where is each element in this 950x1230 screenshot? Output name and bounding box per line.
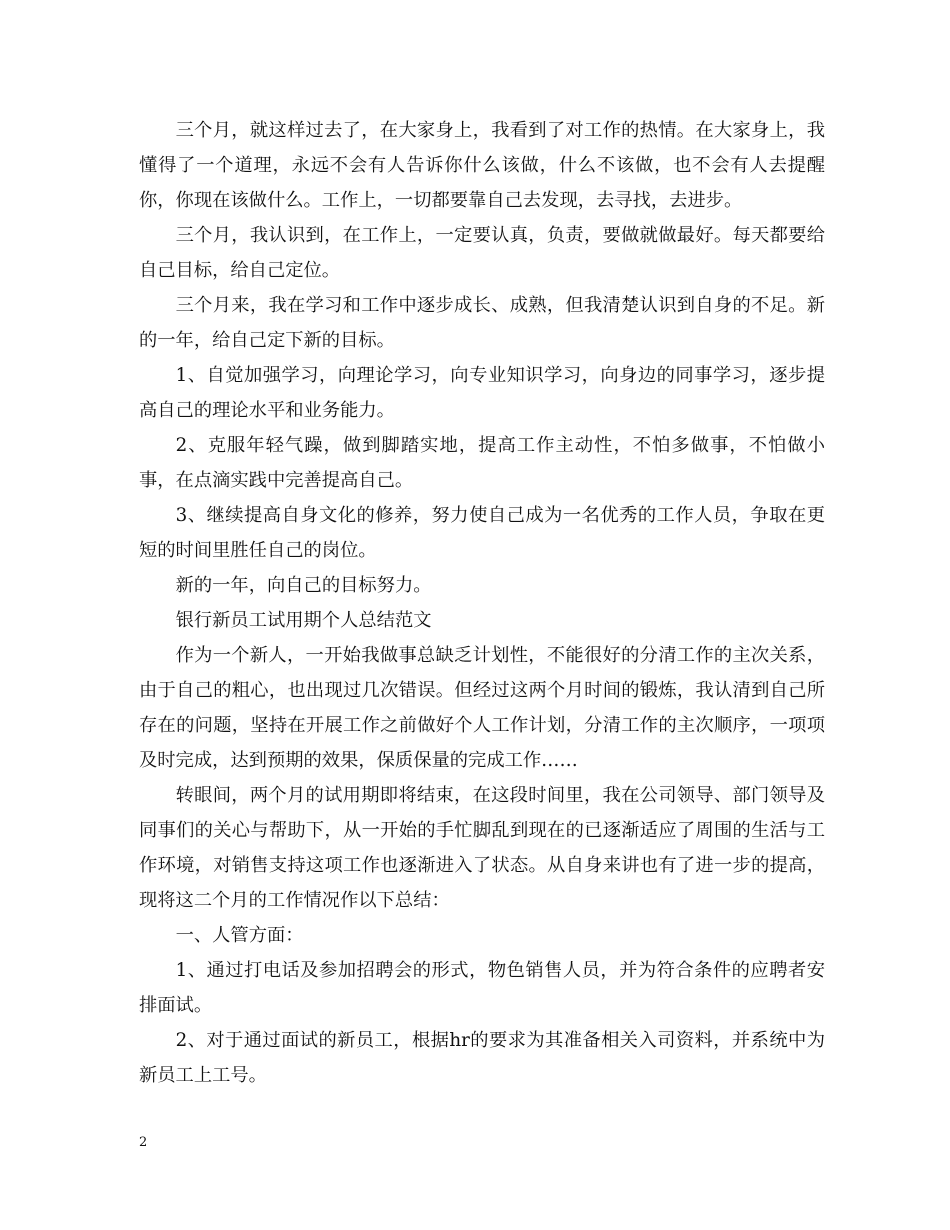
section-heading: 一、人管方面： bbox=[175, 925, 304, 946]
list-item: 3、继续提高自身文化的修养，努力使自己成为一名优秀的工作人员，争取在更短的时间里胜任自己的岗位。 bbox=[139, 505, 825, 561]
paragraph: 三个月，我认识到，在工作上，一定要认真，负责，要做就做最好。每天都要给自己目标，给自己定位。 bbox=[139, 225, 825, 281]
paragraph: 三个月来，我在学习和工作中逐步成长、成熟，但我清楚认识到自身的不足。新的一年，给自己定下新的目标。 bbox=[139, 295, 825, 351]
list-item: 2、克服年轻气躁，做到脚踏实地，提高工作主动性，不怕多做事，不怕做小事，在点滴实践中完善提高自己。 bbox=[139, 435, 825, 491]
page-number: 2 bbox=[139, 1135, 148, 1150]
list-item: 2、对于通过面试的新员工，根据hr的要求为其准备相关入司资料，并系统中为新员工上工号。 bbox=[139, 1030, 825, 1086]
paragraph: 新的一年，向自己的目标努力。 bbox=[175, 575, 432, 596]
paragraph: 作为一个新人，一开始我做事总缺乏计划性，不能很好的分清工作的主次关系，由于自己的粗心，也出现过几次错误。但经过这两个月时间的锻炼，我认清到自己所存在的问题，坚持在开展工作之前做好个人工作计划，分清工作的主次顺序，一项项及时完成，达到预期的效果，保质保量的完成工作…… bbox=[139, 645, 825, 771]
list-item: 1、通过打电话及参加招聘会的形式，物色销售人员，并为符合条件的应聘者安排面试。 bbox=[139, 960, 825, 1016]
paragraph: 转眼间，两个月的试用期即将结束，在这段时间里，我在公司领导、部门领导及同事们的关心与帮助下，从一开始的手忙脚乱到现在的已逐渐适应了周围的生活与工作环境，对销售支持这项工作也逐渐进入了状态。从自身来讲也有了进一步的提高，现将这二个月的工作情况作以下总结： bbox=[139, 785, 825, 911]
list-item: 1、自觉加强学习，向理论学习，向专业知识学习，向身边的同事学习，逐步提高自己的理论水平和业务能力。 bbox=[139, 365, 825, 421]
document-body bbox=[139, 113, 825, 1093]
paragraph: 三个月，就这样过去了，在大家身上，我看到了对工作的热情。在大家身上，我懂得了一个道理，永远不会有人告诉你什么该做，什么不该做，也不会有人去提醒你，你现在该做什么。工作上，一切都要靠自己去发现，去寻找，去进步。 bbox=[139, 120, 825, 211]
section-title: 银行新员工试用期个人总结范文 bbox=[175, 610, 432, 631]
